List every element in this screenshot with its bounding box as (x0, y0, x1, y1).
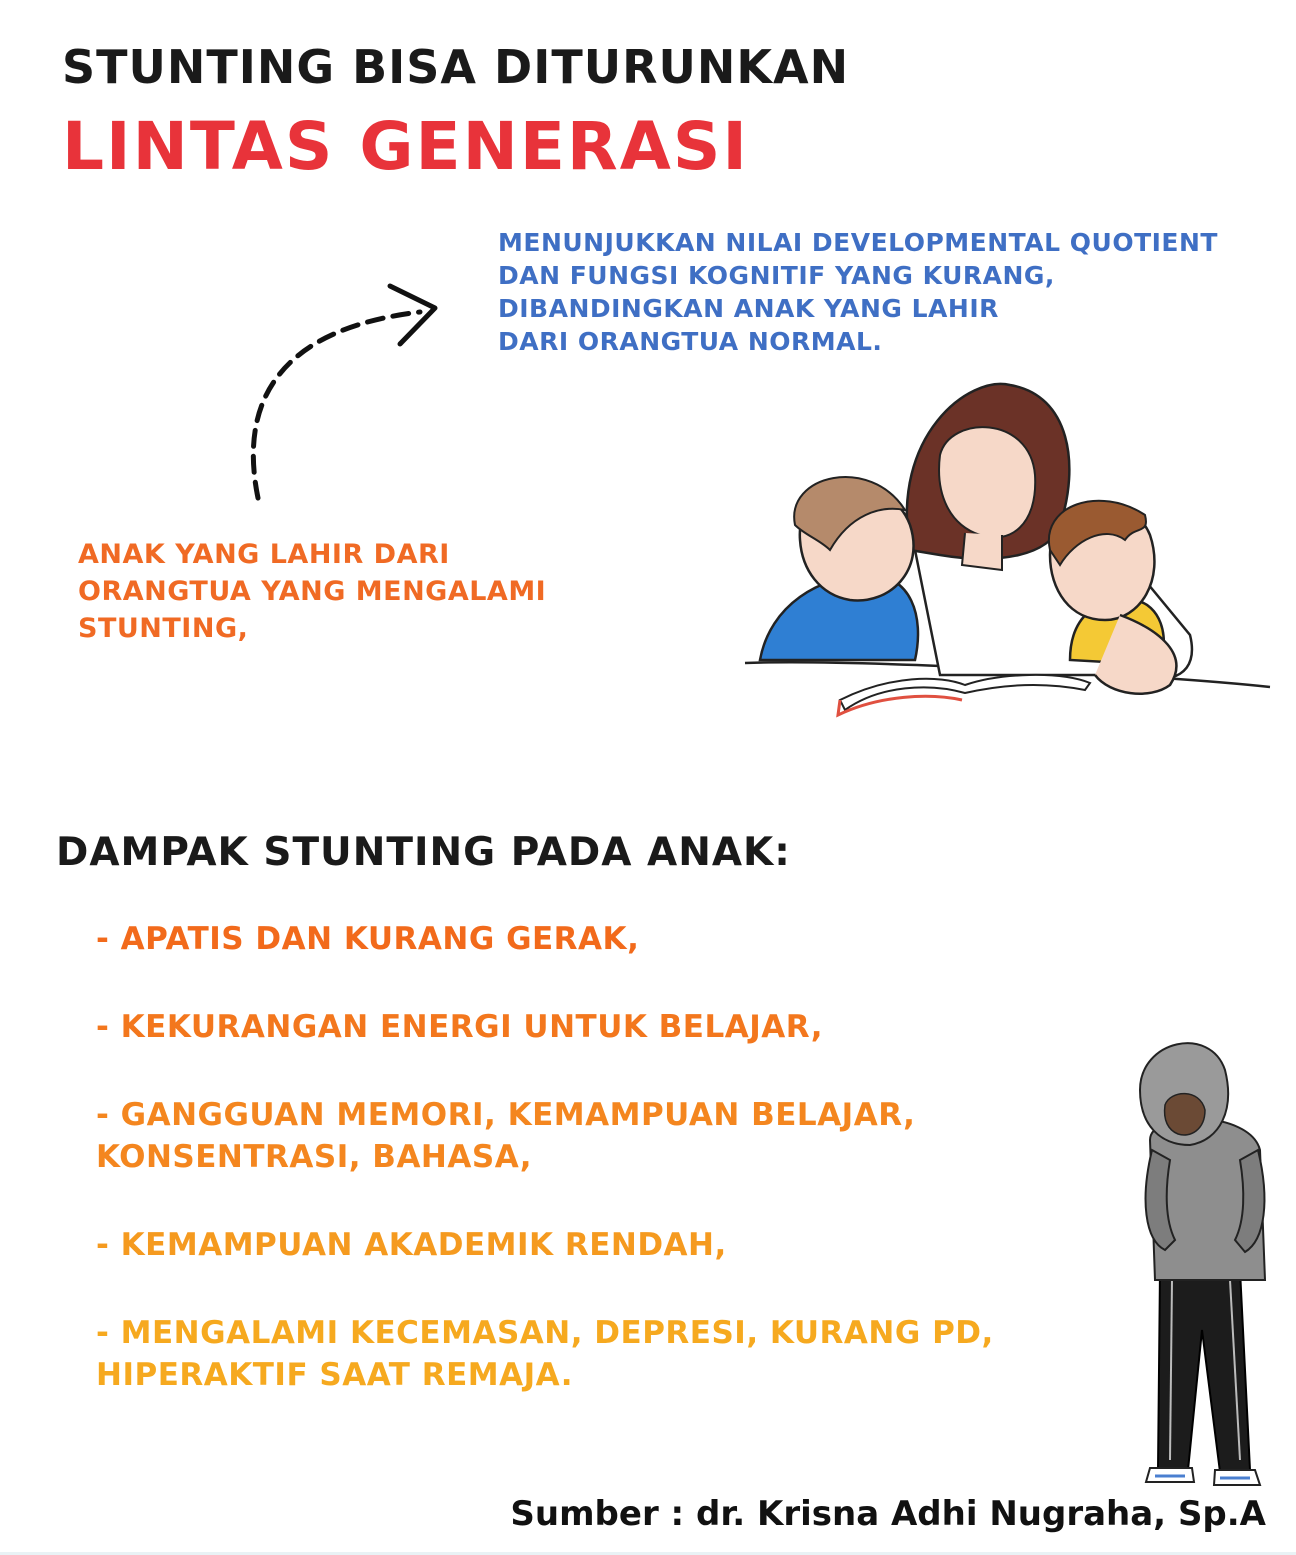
impact-item-line: - KEKURANGAN ENERGI UNTUK BELAJAR, (96, 1009, 823, 1045)
orange-annotation (78, 536, 546, 647)
page-title-line2: LINTAS GENERASI (62, 108, 749, 185)
impact-item (96, 1312, 1076, 1396)
blue-annotation-line: DARI ORANGTUA NORMAL. (498, 327, 883, 356)
impact-item (96, 918, 1076, 960)
impact-item (96, 1094, 1076, 1178)
impact-item-line: - APATIS DAN KURANG GERAK, (96, 921, 640, 957)
impact-item (96, 1224, 1076, 1266)
blue-annotation-line: MENUNJUKKAN NILAI DEVELOPMENTAL QUOTIENT (498, 228, 1218, 257)
impact-title: DAMPAK STUNTING PADA ANAK: (56, 830, 791, 875)
family-reading-illustration (740, 375, 1280, 725)
blue-annotation (498, 226, 1218, 358)
impact-list (96, 918, 1076, 1442)
blue-annotation-line: DIBANDINGKAN ANAK YANG LAHIR (498, 294, 999, 323)
orange-annotation-line: ORANGTUA YANG MENGALAMI (78, 576, 547, 607)
impact-item-line: - KEMAMPUAN AKADEMIK RENDAH, (96, 1227, 727, 1263)
blue-annotation-line: DAN FUNGSI KOGNITIF YANG KURANG, (498, 261, 1055, 290)
orange-annotation-line: ANAK YANG LAHIR DARI (78, 539, 450, 570)
impact-item-line: KONSENTRASI, BAHASA, (96, 1139, 533, 1175)
source-credit: Sumber : dr. Krisna Adhi Nugraha, Sp.A (510, 1494, 1266, 1534)
impact-item-line: HIPERAKTIF SAAT REMAJA. (96, 1357, 574, 1393)
page-title-line1: STUNTING BISA DITURUNKAN (62, 40, 850, 94)
impact-item-line: - MENGALAMI KECEMASAN, DEPRESI, KURANG PD, (96, 1315, 994, 1351)
dashed-arrow-icon (230, 270, 460, 510)
orange-annotation-line: STUNTING, (78, 613, 249, 644)
hooded-teen-illustration (1110, 1030, 1280, 1490)
impact-item-line: - GANGGUAN MEMORI, KEMAMPUAN BELAJAR, (96, 1097, 916, 1133)
impact-item (96, 1006, 1076, 1048)
